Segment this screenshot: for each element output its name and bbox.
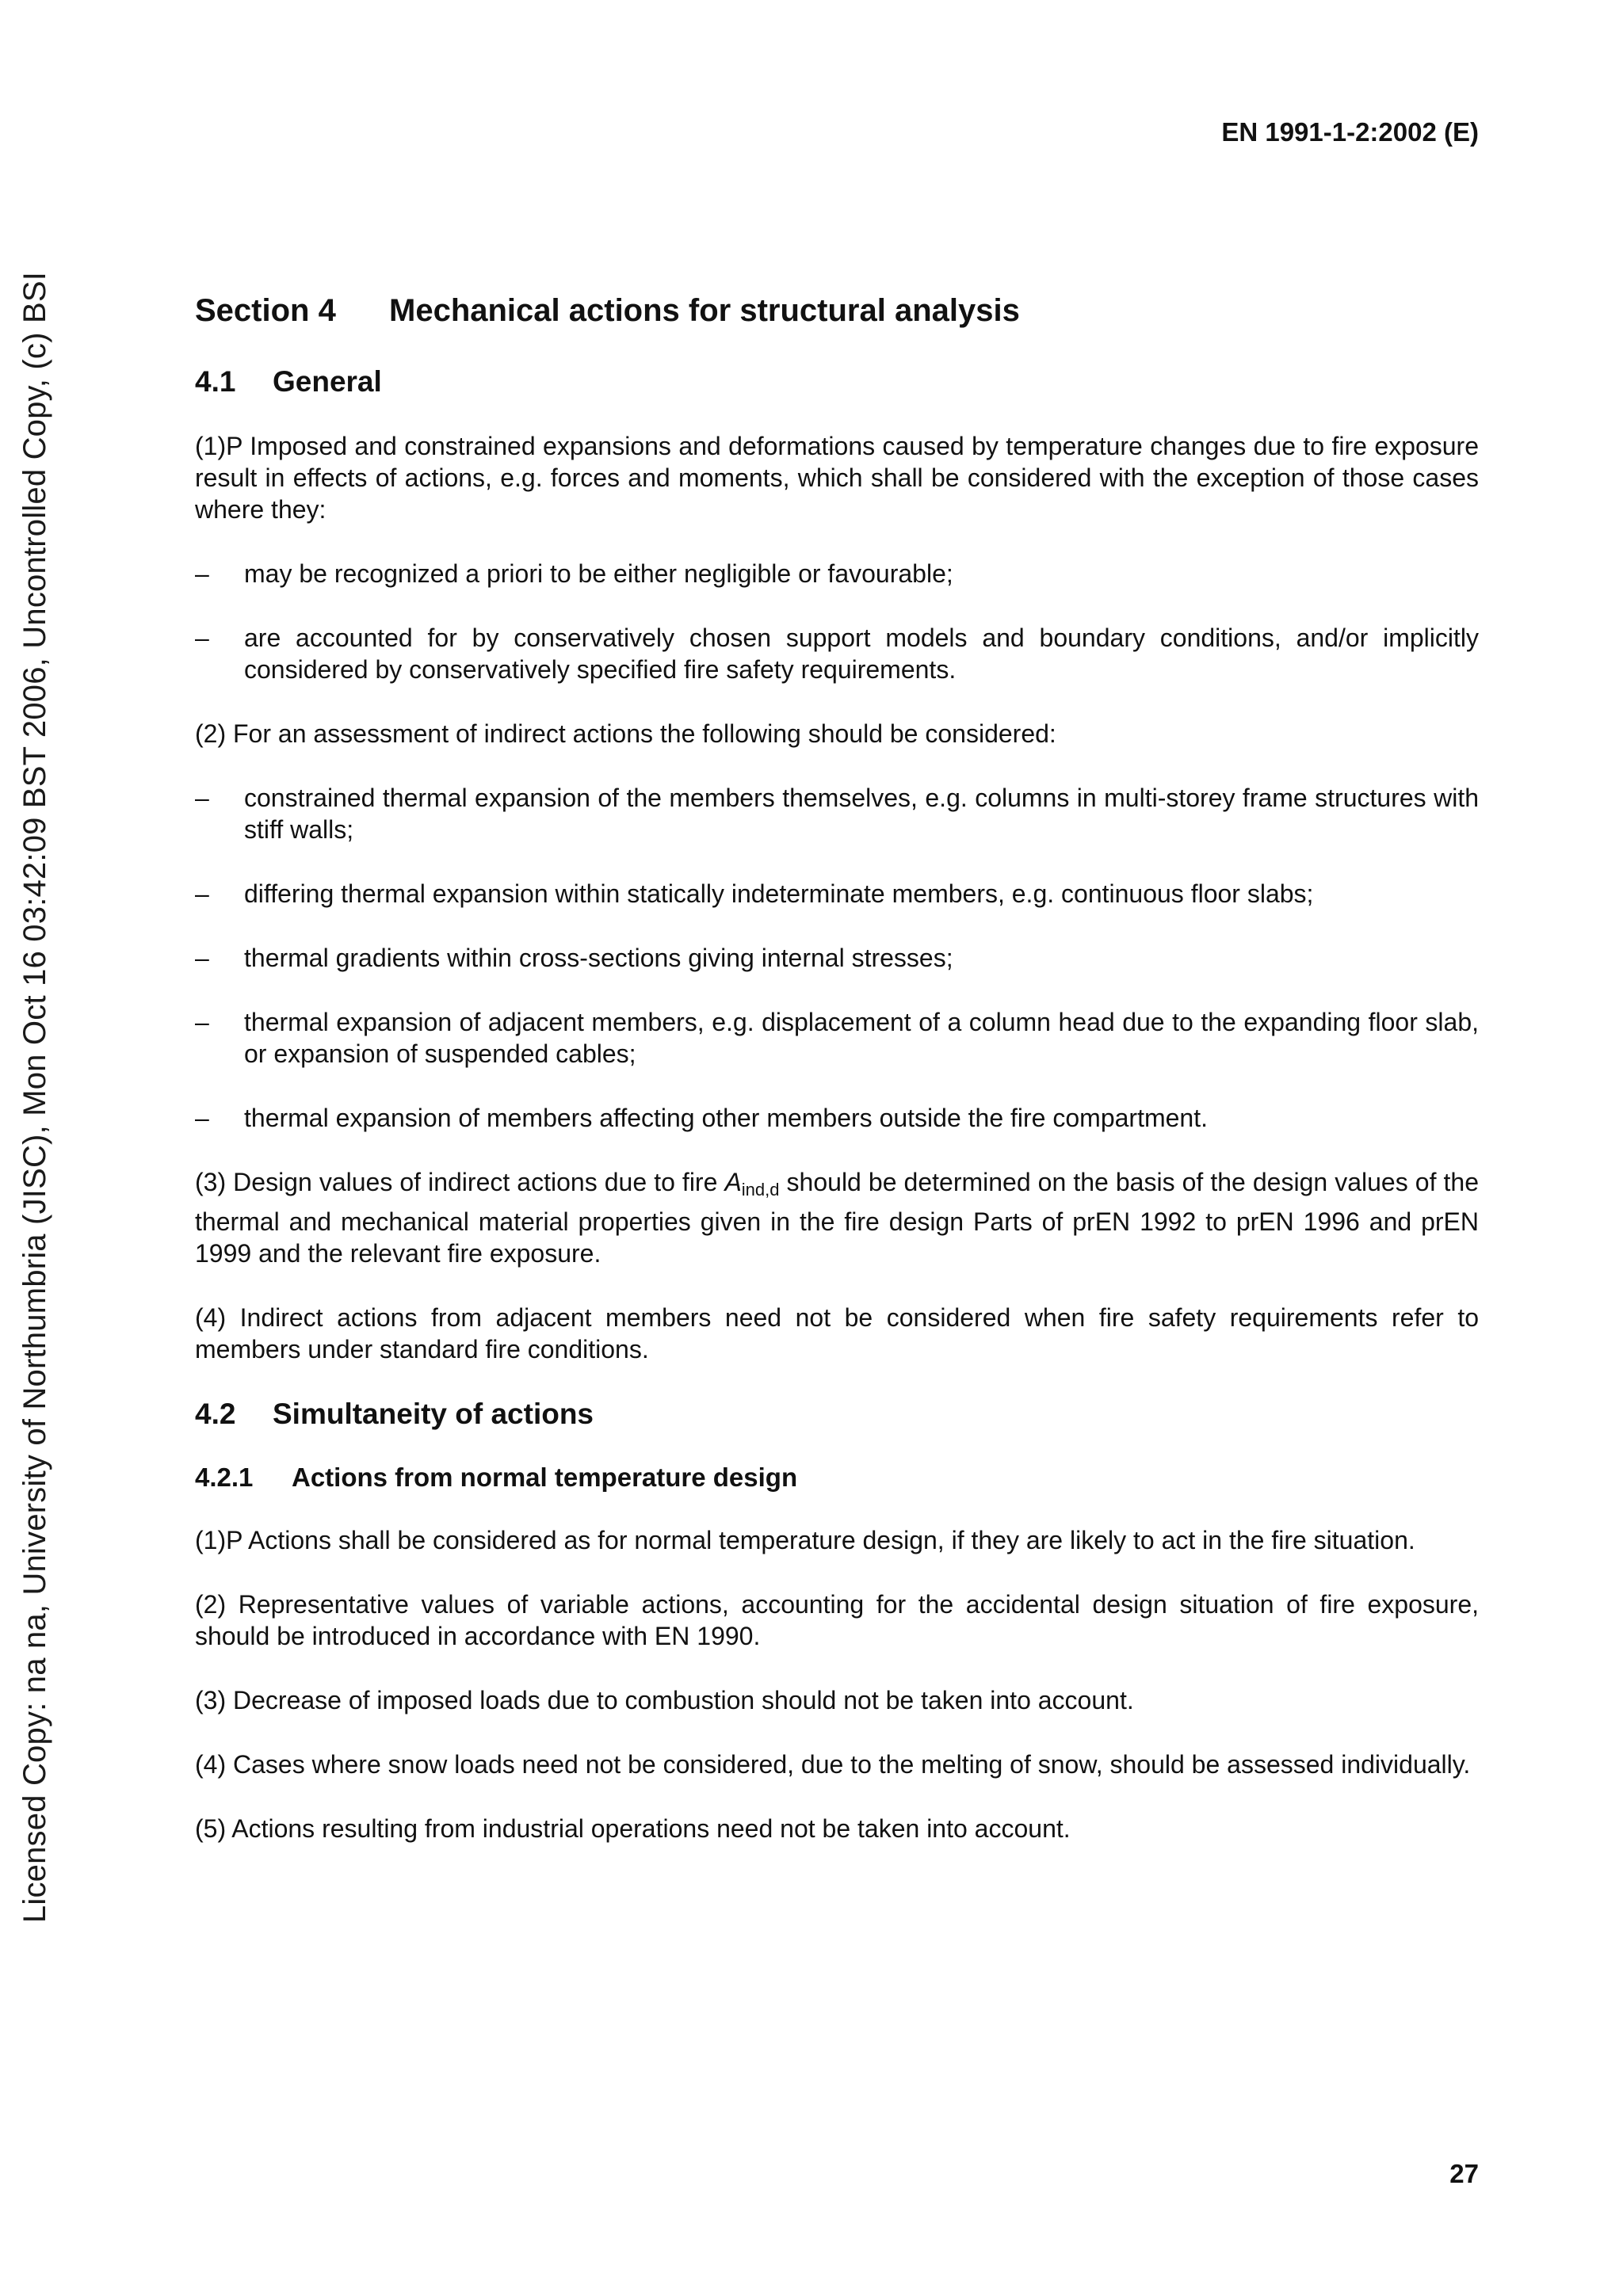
dash-marker: – [195, 1008, 209, 1036]
heading-title: Actions from normal temperature design [292, 1463, 798, 1492]
section-title: Mechanical actions for structural analysis [389, 293, 1020, 328]
list-item [195, 622, 1479, 685]
heading-number: 4.2.1 [195, 1463, 254, 1492]
heading-4-2-1 [195, 1463, 1479, 1493]
list-item [195, 558, 1479, 589]
license-watermark: Licensed Copy: na na, University of Northumbria (JISC), Mon Oct 16 03:42:09 BST 2006, Uncontrolled Copy, (c) BSI [17, 271, 52, 1924]
paragraph-4-1-2: (2) For an assessment of indirect actions the following should be considered: [195, 719, 1056, 748]
paragraph-4-2-1-5: (5) Actions resulting from industrial operations need not be taken into account. [195, 1814, 1071, 1843]
heading-title: Simultaneity of actions [273, 1398, 594, 1430]
list-item-text: thermal expansion of members affecting other members outside the fire compartment. [244, 1104, 1208, 1132]
list-item [195, 878, 1479, 910]
paragraph-4-2-1-3: (3) Decrease of imposed loads due to combustion should not be taken into account. [195, 1686, 1134, 1714]
heading-title: General [273, 365, 382, 398]
list-item-text: constrained thermal expansion of the members themselves, e.g. columns in multi-storey frame structures with stiff walls; [244, 784, 1479, 844]
paragraph-4-1-4: (4) Indirect actions from adjacent members need not be considered when fire safety requirements refer to members under standard fire conditions. [195, 1303, 1479, 1363]
list-item-text: thermal expansion of adjacent members, e.g. displacement of a column head due to the expanding floor slab, or expansion of suspended cables; [244, 1008, 1479, 1068]
document-code: EN 1991-1-2:2002 (E) [1221, 117, 1479, 147]
paragraph-4-2-1-2: (2) Representative values of variable actions, accounting for the accidental design situation of fire exposure, should be introduced in accordance with EN 1990. [195, 1590, 1479, 1650]
dash-marker: – [195, 784, 209, 812]
page-number: 27 [1449, 2159, 1479, 2188]
section-number: Section 4 [195, 293, 336, 328]
paragraph-text: (3) Design values of indirect actions due to fire [195, 1168, 725, 1196]
list-item [195, 782, 1479, 845]
list-item-text: may be recognized a priori to be either negligible or favourable; [244, 559, 953, 588]
page-content [195, 293, 1479, 1877]
list-item [195, 942, 1479, 974]
list-item [195, 1006, 1479, 1070]
heading-4-2 [195, 1398, 1479, 1431]
dash-marker: – [195, 879, 209, 908]
heading-4-1 [195, 365, 1479, 399]
dash-marker: – [195, 624, 209, 652]
section-heading [195, 293, 1479, 329]
heading-number: 4.2 [195, 1398, 236, 1430]
bullet-list-4-1-2 [195, 782, 1479, 1134]
symbol-subscript: ind,d [741, 1180, 780, 1199]
list-item-text: differing thermal expansion within statically indeterminate members, e.g. continuous floor slabs; [244, 879, 1314, 908]
paragraph-4-2-1-4: (4) Cases where snow loads need not be considered, due to the melting of snow, should be assessed individually. [195, 1750, 1471, 1779]
paragraph-4-2-1-1: (1)P Actions shall be considered as for normal temperature design, if they are likely to act in the fire situation. [195, 1526, 1415, 1554]
math-symbol [724, 1168, 780, 1199]
paragraph-text: should be determined on the basis of the design values of the thermal and mechanical material properties given in the fire design Parts of prEN 1992 to prEN 1996 and prEN 1999 and the relevant fire exposure. [195, 1168, 1480, 1268]
list-item-text: thermal gradients within cross-sections giving internal stresses; [244, 944, 953, 972]
dash-marker: – [195, 1104, 209, 1132]
heading-number: 4.1 [195, 365, 236, 398]
dash-marker: – [195, 944, 209, 972]
dash-marker: – [195, 559, 209, 588]
list-item-text: are accounted for by conservatively chosen support models and boundary conditions, and/or implicitly considered by conservatively specified fire safety requirements. [244, 624, 1479, 684]
list-item [195, 1102, 1479, 1134]
paragraph-4-1-3 [195, 1166, 1479, 1269]
paragraph-4-1-1: (1)P Imposed and constrained expansions and deformations caused by temperature changes due to fire exposure result in effects of actions, e.g. forces and moments, which shall be considered with the exception of those cases where they: [195, 432, 1479, 524]
symbol-letter: A [724, 1168, 742, 1196]
bullet-list-4-1-1 [195, 558, 1479, 685]
